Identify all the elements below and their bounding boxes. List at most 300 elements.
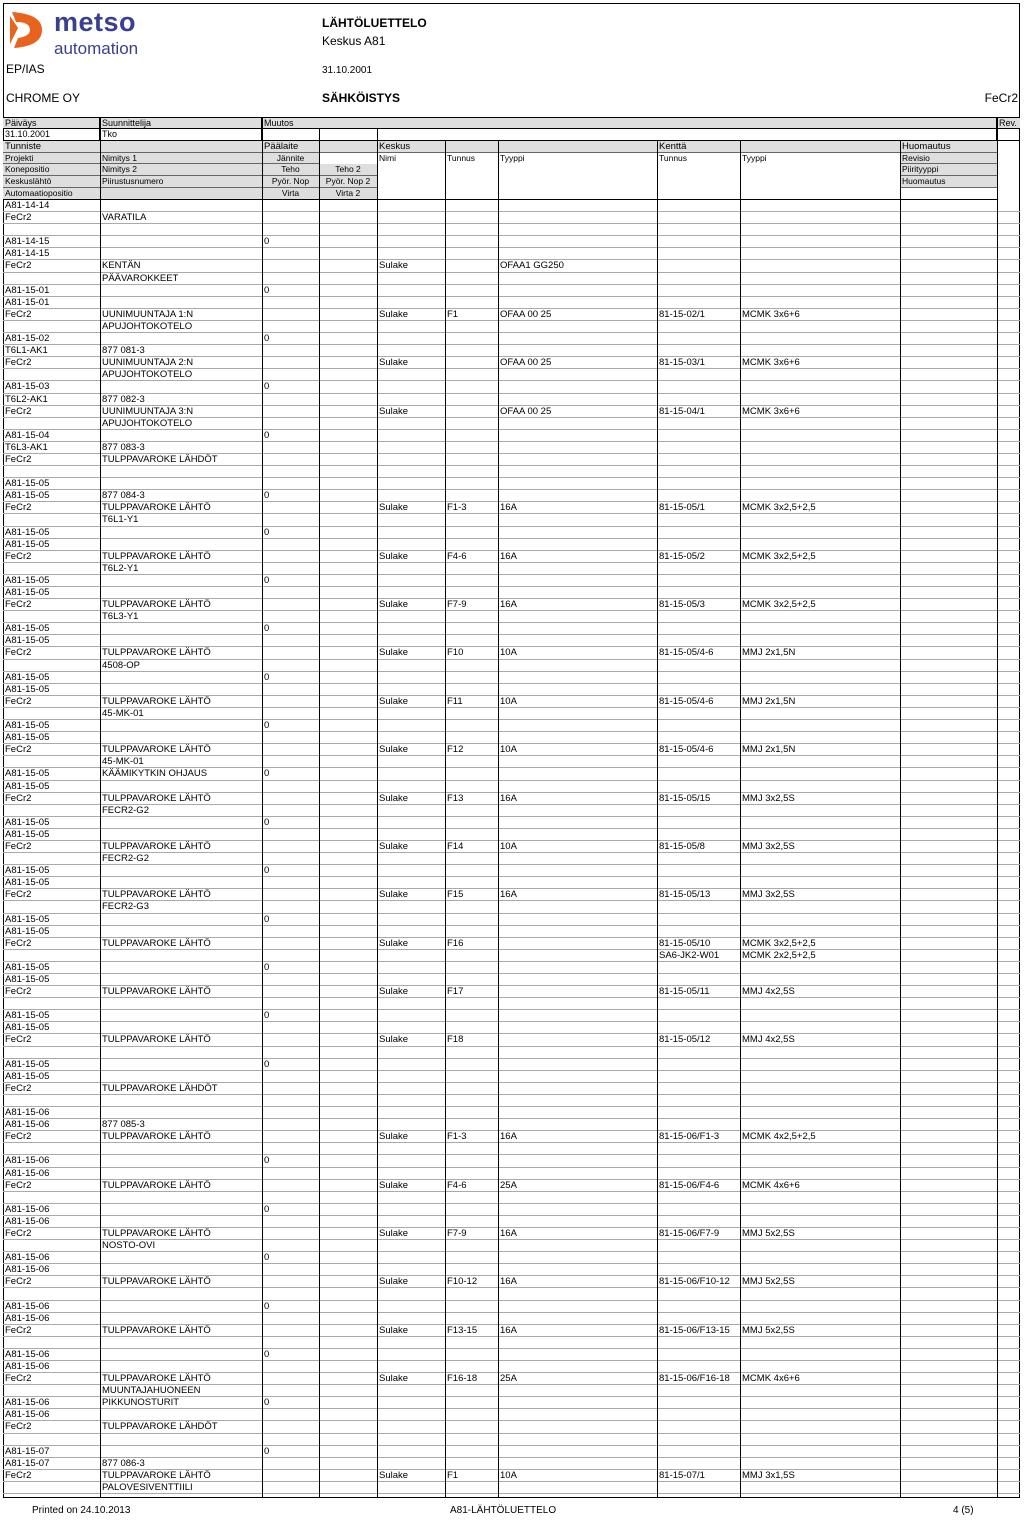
- table-row: [3, 1180, 1020, 1192]
- cell-position: FeCr2: [5, 1276, 32, 1288]
- cell-position: FeCr2: [5, 1131, 32, 1143]
- cell-voltage: 0: [264, 1203, 270, 1215]
- cell-device: Sulake: [379, 308, 409, 320]
- cell-field-id: 81-15-06/F7-9: [659, 1227, 720, 1239]
- table-row: [3, 672, 1020, 684]
- cell-field-id: 81-15-07/1: [659, 1469, 705, 1481]
- cell-position: A81-15-05: [5, 1070, 50, 1082]
- col-piirustusnumero: Piirustusnumero: [100, 176, 262, 188]
- col-nimi: Nimi: [379, 153, 396, 163]
- cell-position: A81-15-06: [5, 1155, 50, 1167]
- col-virta: Virta: [262, 188, 319, 200]
- cell-id: F10: [447, 647, 464, 659]
- cell-device: Sulake: [379, 986, 409, 998]
- cell-position: A81-15-05: [5, 816, 50, 828]
- cell-device: Sulake: [379, 889, 409, 901]
- column-divider: [262, 117, 263, 1498]
- table-row: [3, 1204, 1020, 1216]
- table-row: [3, 297, 1020, 309]
- table-row: [3, 260, 1020, 272]
- table-row: [3, 1325, 1020, 1337]
- table-row: [3, 950, 1020, 962]
- table-row: [3, 1361, 1020, 1373]
- table-row: [3, 1313, 1020, 1325]
- table-row: [3, 998, 1020, 1010]
- cell-field-id: 81-15-04/1: [659, 405, 705, 417]
- table-row: [3, 248, 1020, 260]
- cell-position: FeCr2: [5, 840, 32, 852]
- table-row: [3, 1022, 1020, 1034]
- column-header: [3, 141, 1020, 200]
- cell-field-type: MCMK 4x6+6: [742, 1179, 800, 1191]
- cell-type: OFAA1 GG250: [500, 260, 564, 272]
- meta-header-row: [3, 117, 1020, 129]
- cell-name: TULPPAVAROKE LÄHTÖ: [102, 695, 211, 707]
- cell-field-id: 81-15-06/F16-18: [659, 1373, 730, 1385]
- cell-position: A81-15-05: [5, 478, 50, 490]
- label-date: Päiväys: [3, 118, 100, 128]
- cell-voltage: 0: [264, 623, 270, 635]
- meta-value-row: [3, 129, 1020, 141]
- cell-id: F13: [447, 792, 464, 804]
- cell-name: PÄÄVAROKKEET: [102, 272, 179, 284]
- cell-position: FeCr2: [5, 550, 32, 562]
- col-tyyppi: Tyyppi: [500, 153, 525, 163]
- cell-name: FECR2-G2: [102, 853, 149, 865]
- cell-position: FeCr2: [5, 405, 32, 417]
- table-row: [3, 575, 1020, 587]
- cell-voltage: 0: [264, 429, 270, 441]
- table-row: [3, 502, 1020, 514]
- table-row: [3, 1240, 1020, 1252]
- cell-field-type: MCMK 3x2,5+2,5: [742, 937, 816, 949]
- cell-field-id: 81-15-05/11: [659, 986, 710, 998]
- printed-date: Printed on 24.10.2013: [32, 1505, 131, 1516]
- cell-position: FeCr2: [5, 889, 32, 901]
- cell-position: A81-15-01: [5, 284, 50, 296]
- cell-position: T6L1-AK1: [5, 345, 48, 357]
- cell-position: FeCr2: [5, 357, 32, 369]
- group-huomautus: Huomautus: [900, 141, 997, 153]
- table-row: [3, 357, 1020, 369]
- value-change: [262, 129, 997, 140]
- cell-type: 10A: [500, 695, 517, 707]
- column-divider: [900, 141, 901, 1498]
- cell-position: FeCr2: [5, 986, 32, 998]
- column-divider: [100, 117, 101, 1498]
- cell-position: A81-15-06: [5, 1312, 50, 1324]
- cell-id: F14: [447, 840, 464, 852]
- cell-field-type: MCMK 2x2,5+2,5: [742, 949, 816, 961]
- cell-name: T6L2-Y1: [102, 562, 139, 574]
- cell-position: A81-15-07: [5, 1457, 50, 1469]
- table-row: [3, 1385, 1020, 1397]
- cell-field-id: 81-15-02/1: [659, 308, 705, 320]
- cell-field-id: 81-15-05/4-6: [659, 647, 714, 659]
- table-row: [3, 381, 1020, 393]
- cell-position: FeCr2: [5, 308, 32, 320]
- cell-name: TULPPAVAROKE LÄHDÖT: [102, 1421, 218, 1433]
- table-row: [3, 466, 1020, 478]
- value-designer: Tko: [100, 129, 262, 140]
- cell-name: TULPPAVAROKE LÄHTÖ: [102, 792, 211, 804]
- cell-position: A81-15-06: [5, 1203, 50, 1215]
- table-row: [3, 345, 1020, 357]
- logo-sub: automation: [54, 39, 139, 58]
- cell-position: A81-15-02: [5, 333, 50, 345]
- cell-position: A81-15-03: [5, 381, 50, 393]
- cell-id: F16-18: [447, 1373, 478, 1385]
- cell-device: Sulake: [379, 1324, 409, 1336]
- cell-position: A81-15-05: [5, 865, 50, 877]
- col-konepositio: Konepositio: [3, 164, 100, 176]
- cell-field-type: MCMK 3x2,5+2,5: [742, 599, 816, 611]
- cell-name: UUNIMUUNTAJA 2:N: [102, 357, 194, 369]
- cell-name: TULPPAVAROKE LÄHTÖ: [102, 550, 211, 562]
- cell-position: A81-15-06: [5, 1348, 50, 1360]
- column-divider: [657, 141, 658, 1498]
- cell-field-type: MMJ 5x2,5S: [742, 1276, 795, 1288]
- col-virta2: Virta 2: [319, 188, 377, 200]
- cell-position: FeCr2: [5, 260, 32, 272]
- table-row: [3, 454, 1020, 466]
- cell-device: Sulake: [379, 1227, 409, 1239]
- cell-position: A81-15-01: [5, 296, 50, 308]
- cell-type: 25A: [500, 1373, 517, 1385]
- col-revisio: Revisio: [900, 153, 997, 164]
- table-row: [3, 236, 1020, 248]
- cell-position: A81-15-06: [5, 1300, 50, 1312]
- column-divider: [997, 117, 998, 1498]
- footer-document: A81-LÄHTÖLUETTELO: [450, 1505, 557, 1516]
- cell-id: F18: [447, 1034, 464, 1046]
- cell-position: A81-15-05: [5, 925, 50, 937]
- table-row: [3, 563, 1020, 575]
- table-row: [3, 1131, 1020, 1143]
- cell-device: Sulake: [379, 840, 409, 852]
- cell-voltage: 0: [264, 1445, 270, 1457]
- col-nimitys2: Nimitys 2: [100, 164, 262, 176]
- table-row: [3, 599, 1020, 611]
- table-row: [3, 720, 1020, 732]
- cell-position: A81-15-05: [5, 526, 50, 538]
- cell-device: Sulake: [379, 502, 409, 514]
- table-row: [3, 478, 1020, 490]
- cell-field-type: MMJ 4x2,5S: [742, 1034, 795, 1046]
- table-row: [3, 1143, 1020, 1155]
- page-number: 4 (5): [953, 1505, 974, 1516]
- table-row: [3, 1409, 1020, 1421]
- cell-voltage: 0: [264, 381, 270, 393]
- cell-field-id: 81-15-05/3: [659, 599, 705, 611]
- cell-position: FeCr2: [5, 937, 32, 949]
- cell-device: Sulake: [379, 260, 409, 272]
- cell-device: Sulake: [379, 1276, 409, 1288]
- table-row: [3, 708, 1020, 720]
- cell-name: 45-MK-01: [102, 707, 144, 719]
- cell-device: Sulake: [379, 792, 409, 804]
- cell-field-id: 81-15-05/1: [659, 502, 705, 514]
- cell-position: A81-15-04: [5, 429, 50, 441]
- cell-type: 10A: [500, 744, 517, 756]
- cell-position: FeCr2: [5, 647, 32, 659]
- table-row: [3, 914, 1020, 926]
- table-row: [3, 430, 1020, 442]
- cell-name: TULPPAVAROKE LÄHTÖ: [102, 1469, 211, 1481]
- col-keskuslahto: Keskuslähtö: [3, 176, 100, 188]
- cell-device: Sulake: [379, 695, 409, 707]
- table-row: [3, 635, 1020, 647]
- table-row: [3, 1434, 1020, 1446]
- cell-type: OFAA 00 25: [500, 405, 552, 417]
- table-row: [3, 962, 1020, 974]
- col-kentta-tyyppi: Tyyppi: [742, 153, 767, 163]
- col-pyor-nop: Pyör. Nop: [262, 176, 319, 188]
- table-row: [3, 587, 1020, 599]
- table-body: [3, 200, 1020, 1494]
- cell-name: TULPPAVAROKE LÄHTÖ: [102, 599, 211, 611]
- cell-voltage: 0: [264, 768, 270, 780]
- cell-voltage: 0: [264, 236, 270, 248]
- group-tunniste: Tunniste: [3, 141, 262, 153]
- table-row: [3, 756, 1020, 768]
- cell-name: TULPPAVAROKE LÄHTÖ: [102, 937, 211, 949]
- table-row: [3, 1095, 1020, 1107]
- header-date: 31.10.2001: [322, 65, 373, 76]
- cell-type: 16A: [500, 1276, 517, 1288]
- cell-field-id: 81-15-05/4-6: [659, 744, 714, 756]
- table-row: [3, 841, 1020, 853]
- table-row: [3, 1264, 1020, 1276]
- cell-position: FeCr2: [5, 212, 32, 224]
- table-row: [3, 611, 1020, 623]
- col-tunnus: Tunnus: [447, 153, 476, 163]
- cell-position: A81-15-05: [5, 683, 50, 695]
- cell-position: A81-15-06: [5, 1397, 50, 1409]
- table-row: [3, 1458, 1020, 1470]
- cell-position: A81-15-07: [5, 1445, 50, 1457]
- col-pyor-nop2: Pyör. Nop 2: [319, 176, 377, 188]
- cell-position: T6L3-AK1: [5, 441, 48, 453]
- cell-voltage: 0: [264, 1300, 270, 1312]
- cell-name: 4508-OP: [102, 659, 141, 671]
- column-divider: [445, 141, 446, 1498]
- table-row: [3, 1373, 1020, 1385]
- cell-name: TULPPAVAROKE LÄHTÖ: [102, 1276, 211, 1288]
- cell-name: TULPPAVAROKE LÄHTÖ: [102, 744, 211, 756]
- cell-field-type: MCMK 3x6+6: [742, 405, 800, 417]
- group-kentta: Kenttä: [657, 141, 900, 153]
- cell-type: 10A: [500, 647, 517, 659]
- table-row: [3, 938, 1020, 950]
- cell-id: F4-6: [447, 1179, 467, 1191]
- table-row: [3, 273, 1020, 285]
- table-row: [3, 1446, 1020, 1458]
- logo-brand: metso: [54, 7, 137, 37]
- cell-position: A81-15-06: [5, 1361, 50, 1372]
- cell-device: Sulake: [379, 744, 409, 756]
- column-divider: [319, 129, 320, 1498]
- cell-name: TULPPAVAROKE LÄHTÖ: [102, 502, 211, 514]
- table-row: [3, 1228, 1020, 1240]
- cell-field-type: MCMK 3x6+6: [742, 357, 800, 369]
- table-row: [3, 986, 1020, 998]
- table-row: [3, 406, 1020, 418]
- cell-name: 877 086-3: [102, 1457, 145, 1469]
- cell-name: TULPPAVAROKE LÄHTÖ: [102, 1227, 211, 1239]
- cell-device: Sulake: [379, 1179, 409, 1191]
- cell-field-type: MMJ 2x1,5N: [742, 695, 796, 707]
- cell-name: TULPPAVAROKE LÄHTÖ: [102, 1373, 211, 1385]
- cell-name: T6L3-Y1: [102, 611, 139, 623]
- cell-field-type: MCMK 3x2,5+2,5: [742, 502, 816, 514]
- cell-voltage: 0: [264, 1348, 270, 1360]
- cell-name: TULPPAVAROKE LÄHTÖ: [102, 1179, 211, 1191]
- cell-position: T6L2-AK1: [5, 393, 48, 405]
- cell-voltage: 0: [264, 1010, 270, 1022]
- column-divider: [740, 141, 741, 1498]
- discipline: SÄHKÖISTYS: [322, 91, 401, 105]
- cell-name: TULPPAVAROKE LÄHDÖT: [102, 453, 218, 465]
- table-row: [3, 1482, 1020, 1494]
- table-row: [3, 1252, 1020, 1264]
- cell-position: FeCr2: [5, 744, 32, 756]
- cell-position: FeCr2: [5, 1034, 32, 1046]
- table-row: [3, 684, 1020, 696]
- cell-position: FeCr2: [5, 502, 32, 514]
- cell-position: A81-15-05: [5, 877, 50, 889]
- table-row: [3, 200, 1020, 212]
- cell-type: 10A: [500, 840, 517, 852]
- cell-voltage: 0: [264, 574, 270, 586]
- cell-field-id: 81-15-05/15: [659, 792, 711, 804]
- column-divider: [377, 129, 378, 1498]
- cell-name: 877 083-3: [102, 441, 145, 453]
- table-row: [3, 1276, 1020, 1288]
- cell-id: F13-15: [447, 1324, 478, 1336]
- col-jannite: Jännite: [262, 153, 319, 164]
- cell-type: 16A: [500, 1227, 517, 1239]
- table-row: [3, 623, 1020, 635]
- unit-code: FeCr2: [984, 91, 1018, 105]
- cell-position: A81-15-05: [5, 780, 50, 792]
- table-row: [3, 889, 1020, 901]
- cell-name: APUJOHTOKOTELO: [102, 369, 193, 381]
- cell-position: A81-15-05: [5, 671, 50, 683]
- cell-type: 16A: [500, 889, 517, 901]
- table-row: [3, 901, 1020, 913]
- cell-device: Sulake: [379, 937, 409, 949]
- cell-position: A81-15-05: [5, 720, 50, 732]
- cell-field-id: 81-15-05/12: [659, 1034, 711, 1046]
- table-row: [3, 442, 1020, 454]
- cell-position: A81-15-05: [5, 732, 50, 744]
- cell-field-type: MMJ 3x1,5S: [742, 1469, 795, 1481]
- cell-name: MUUNTAJAHUONEEN: [102, 1385, 201, 1397]
- cell-name: 45-MK-01: [102, 756, 144, 768]
- table-row: [3, 418, 1020, 430]
- col-huomautus: Huomautus: [900, 176, 997, 188]
- cell-device: Sulake: [379, 550, 409, 562]
- cell-name: TULPPAVAROKE LÄHTÖ: [102, 840, 211, 852]
- cell-name: VARATILA: [102, 212, 147, 224]
- table-row: [3, 1397, 1020, 1409]
- metso-logo: [8, 6, 150, 58]
- label-designer: Suunnittelija: [100, 118, 262, 128]
- table-row: [3, 1083, 1020, 1095]
- cell-name: TULPPAVAROKE LÄHTÖ: [102, 1324, 211, 1336]
- cell-field-id: 81-15-06/F4-6: [659, 1179, 720, 1191]
- col-blank: [377, 188, 997, 200]
- cell-field-id: 81-15-05/2: [659, 550, 705, 562]
- cell-voltage: 0: [264, 720, 270, 732]
- cell-position: A81-15-05: [5, 623, 50, 635]
- table-row: [3, 744, 1020, 756]
- cell-id: F4-6: [447, 550, 467, 562]
- cell-position: A81-15-05: [5, 635, 50, 647]
- cell-field-type: MMJ 4x2,5S: [742, 986, 795, 998]
- cell-device: Sulake: [379, 357, 409, 369]
- cell-name: 877 082-3: [102, 393, 145, 405]
- cell-position: FeCr2: [5, 1421, 32, 1433]
- table-row: [3, 321, 1020, 333]
- document-subtitle: Keskus A81: [322, 34, 386, 48]
- cell-name: 877 084-3: [102, 490, 145, 502]
- cell-position: A81-15-05: [5, 538, 50, 550]
- cell-field-type: MMJ 2x1,5N: [742, 647, 796, 659]
- cell-position: A81-15-05: [5, 974, 50, 985]
- department: EP/IAS: [6, 62, 45, 76]
- cell-type: 16A: [500, 1131, 517, 1143]
- cell-field-type: MMJ 5x2,5S: [742, 1227, 795, 1239]
- cell-name: TULPPAVAROKE LÄHTÖ: [102, 1034, 211, 1046]
- cell-name: TULPPAVAROKE LÄHTÖ: [102, 1131, 211, 1143]
- table-row: [3, 1421, 1020, 1433]
- cell-position: A81-15-05: [5, 961, 50, 973]
- cell-position: A81-15-05: [5, 1022, 50, 1034]
- table-row: [3, 539, 1020, 551]
- cell-type: 16A: [500, 502, 517, 514]
- table-row: [3, 1192, 1020, 1204]
- cell-id: F11: [447, 695, 463, 707]
- cell-name: T6L1-Y1: [102, 514, 139, 526]
- cell-type: 25A: [500, 1179, 517, 1191]
- cell-id: F1-3: [447, 502, 467, 514]
- document-title: LÄHTÖLUETTELO: [322, 16, 427, 30]
- cell-field-id: 81-15-05/8: [659, 840, 705, 852]
- cell-field-id: 81-15-06/F10-12: [659, 1276, 730, 1288]
- cell-id: F1-3: [447, 1131, 467, 1143]
- cell-position: A81-15-05: [5, 828, 50, 840]
- cell-type: 16A: [500, 599, 517, 611]
- table-row: [3, 647, 1020, 659]
- cell-position: A81-15-06: [5, 1107, 50, 1119]
- cell-type: OFAA 00 25: [500, 308, 552, 320]
- table-row: [3, 309, 1020, 321]
- table-row: [3, 212, 1020, 224]
- cell-id: F1: [447, 308, 459, 320]
- cell-field-id: SA6-JK2-W01: [659, 949, 720, 961]
- cell-type: 16A: [500, 792, 517, 804]
- cell-device: Sulake: [379, 1373, 409, 1385]
- table-row: [3, 1071, 1020, 1083]
- cell-field-id: 81-15-06/F1-3: [659, 1131, 720, 1143]
- cell-position: A81-15-06: [5, 1215, 50, 1227]
- cell-field-type: MCMK 4x6+6: [742, 1373, 800, 1385]
- cell-name: UUNIMUUNTAJA 3:N: [102, 405, 194, 417]
- cell-id: F16: [447, 937, 464, 949]
- table-row: [3, 1034, 1020, 1046]
